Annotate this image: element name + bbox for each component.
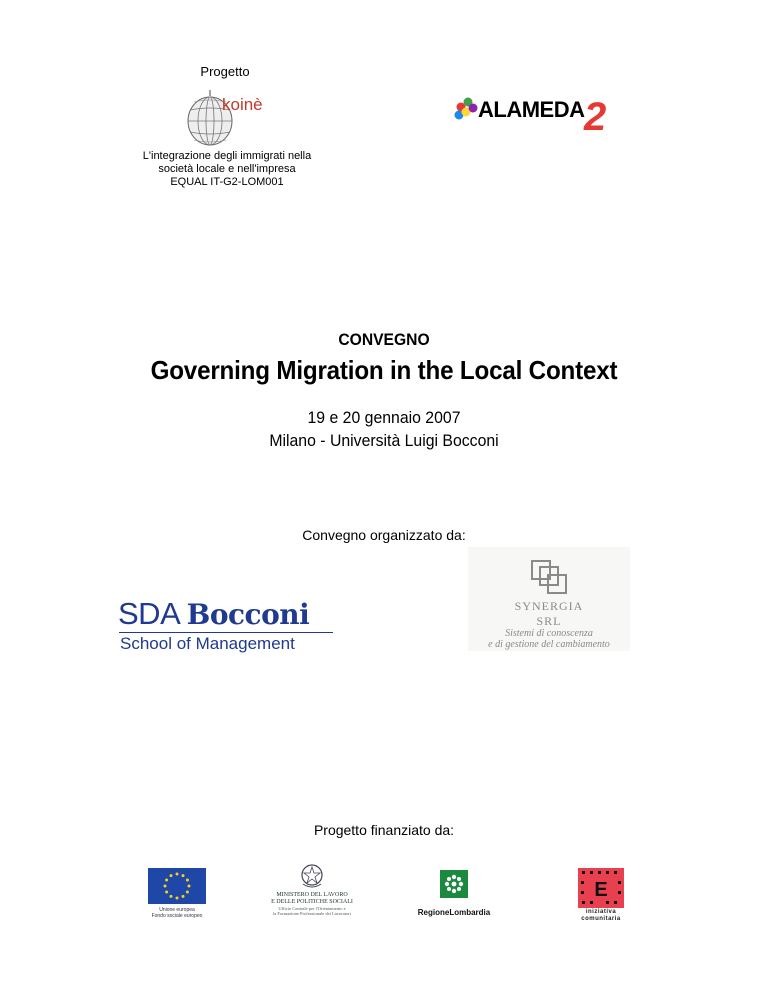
synergia-squares-icon bbox=[530, 559, 572, 597]
emblem-icon bbox=[300, 862, 324, 890]
sda-subtitle: School of Management bbox=[120, 634, 295, 653]
ministero-line: la Formazione Professionale dei Lavoratori bbox=[273, 911, 351, 916]
koine-logo bbox=[180, 88, 285, 150]
equal-caption: iniziativa bbox=[585, 909, 617, 915]
equal-letter: E bbox=[594, 879, 608, 901]
regione-lombardia-logo bbox=[408, 868, 500, 924]
koine-description-line: EQUAL IT-G2-LOM001 bbox=[170, 176, 284, 188]
project-label: Progetto bbox=[200, 64, 250, 79]
alameda-logo bbox=[452, 90, 614, 135]
ministero-lavoro-logo bbox=[262, 862, 362, 918]
eu-caption: Fondo sociale europeo bbox=[151, 913, 203, 919]
sda-divider bbox=[119, 632, 333, 633]
equal-caption: comunitaria bbox=[581, 916, 621, 922]
koine-description bbox=[118, 150, 336, 189]
synergia-logo bbox=[468, 547, 630, 651]
sda-wordmark-part1: SDA bbox=[118, 596, 187, 631]
sda-bocconi-logo bbox=[118, 596, 336, 654]
organizers-label: Convegno organizzato da: bbox=[302, 527, 466, 543]
eu-flag-icon bbox=[148, 868, 206, 904]
ministero-line: MINISTERO DEL LAVORO bbox=[276, 892, 348, 898]
event-date: 19 e 20 gennaio 2007 bbox=[307, 408, 461, 427]
synergia-tagline: e di gestione del cambiamento bbox=[488, 639, 610, 650]
funders-label: Progetto finanziato da: bbox=[313, 822, 455, 838]
colored-dots-icon bbox=[455, 98, 478, 120]
synergia-tagline: Sistemi di conoscenza bbox=[505, 628, 593, 639]
event-place: Milano - Università Luigi Bocconi bbox=[269, 431, 499, 450]
event-type-label: CONVEGNO bbox=[338, 330, 430, 349]
synergia-srl: SRL bbox=[536, 614, 562, 628]
ministero-line: Ufficio Centrale per l'Orientamento e bbox=[278, 906, 346, 911]
synergia-name: SYNERGIA bbox=[514, 599, 584, 613]
equal-logo bbox=[575, 868, 627, 924]
eu-caption: Unione europea bbox=[159, 907, 195, 913]
equal-mark bbox=[578, 868, 624, 908]
eu-logo bbox=[142, 868, 208, 924]
alameda-number: 2 bbox=[584, 95, 607, 135]
koine-description-line: società locale e nell'impresa bbox=[158, 163, 296, 175]
koine-description-line: L'integrazione degli immigrati nella bbox=[142, 150, 312, 162]
sda-wordmark bbox=[118, 596, 309, 632]
lombardia-name: RegioneLombardia bbox=[417, 908, 491, 917]
ministero-line: E DELLE POLITICHE SOCIALI bbox=[271, 899, 353, 905]
page-title: Governing Migration in the Local Context bbox=[150, 355, 618, 385]
rosa-camuna-icon bbox=[440, 870, 468, 898]
sda-wordmark-part2: Bocconi bbox=[186, 598, 310, 631]
koine-wordmark: koinè bbox=[222, 95, 263, 114]
alameda-wordmark: ALAMEDA bbox=[478, 97, 585, 122]
